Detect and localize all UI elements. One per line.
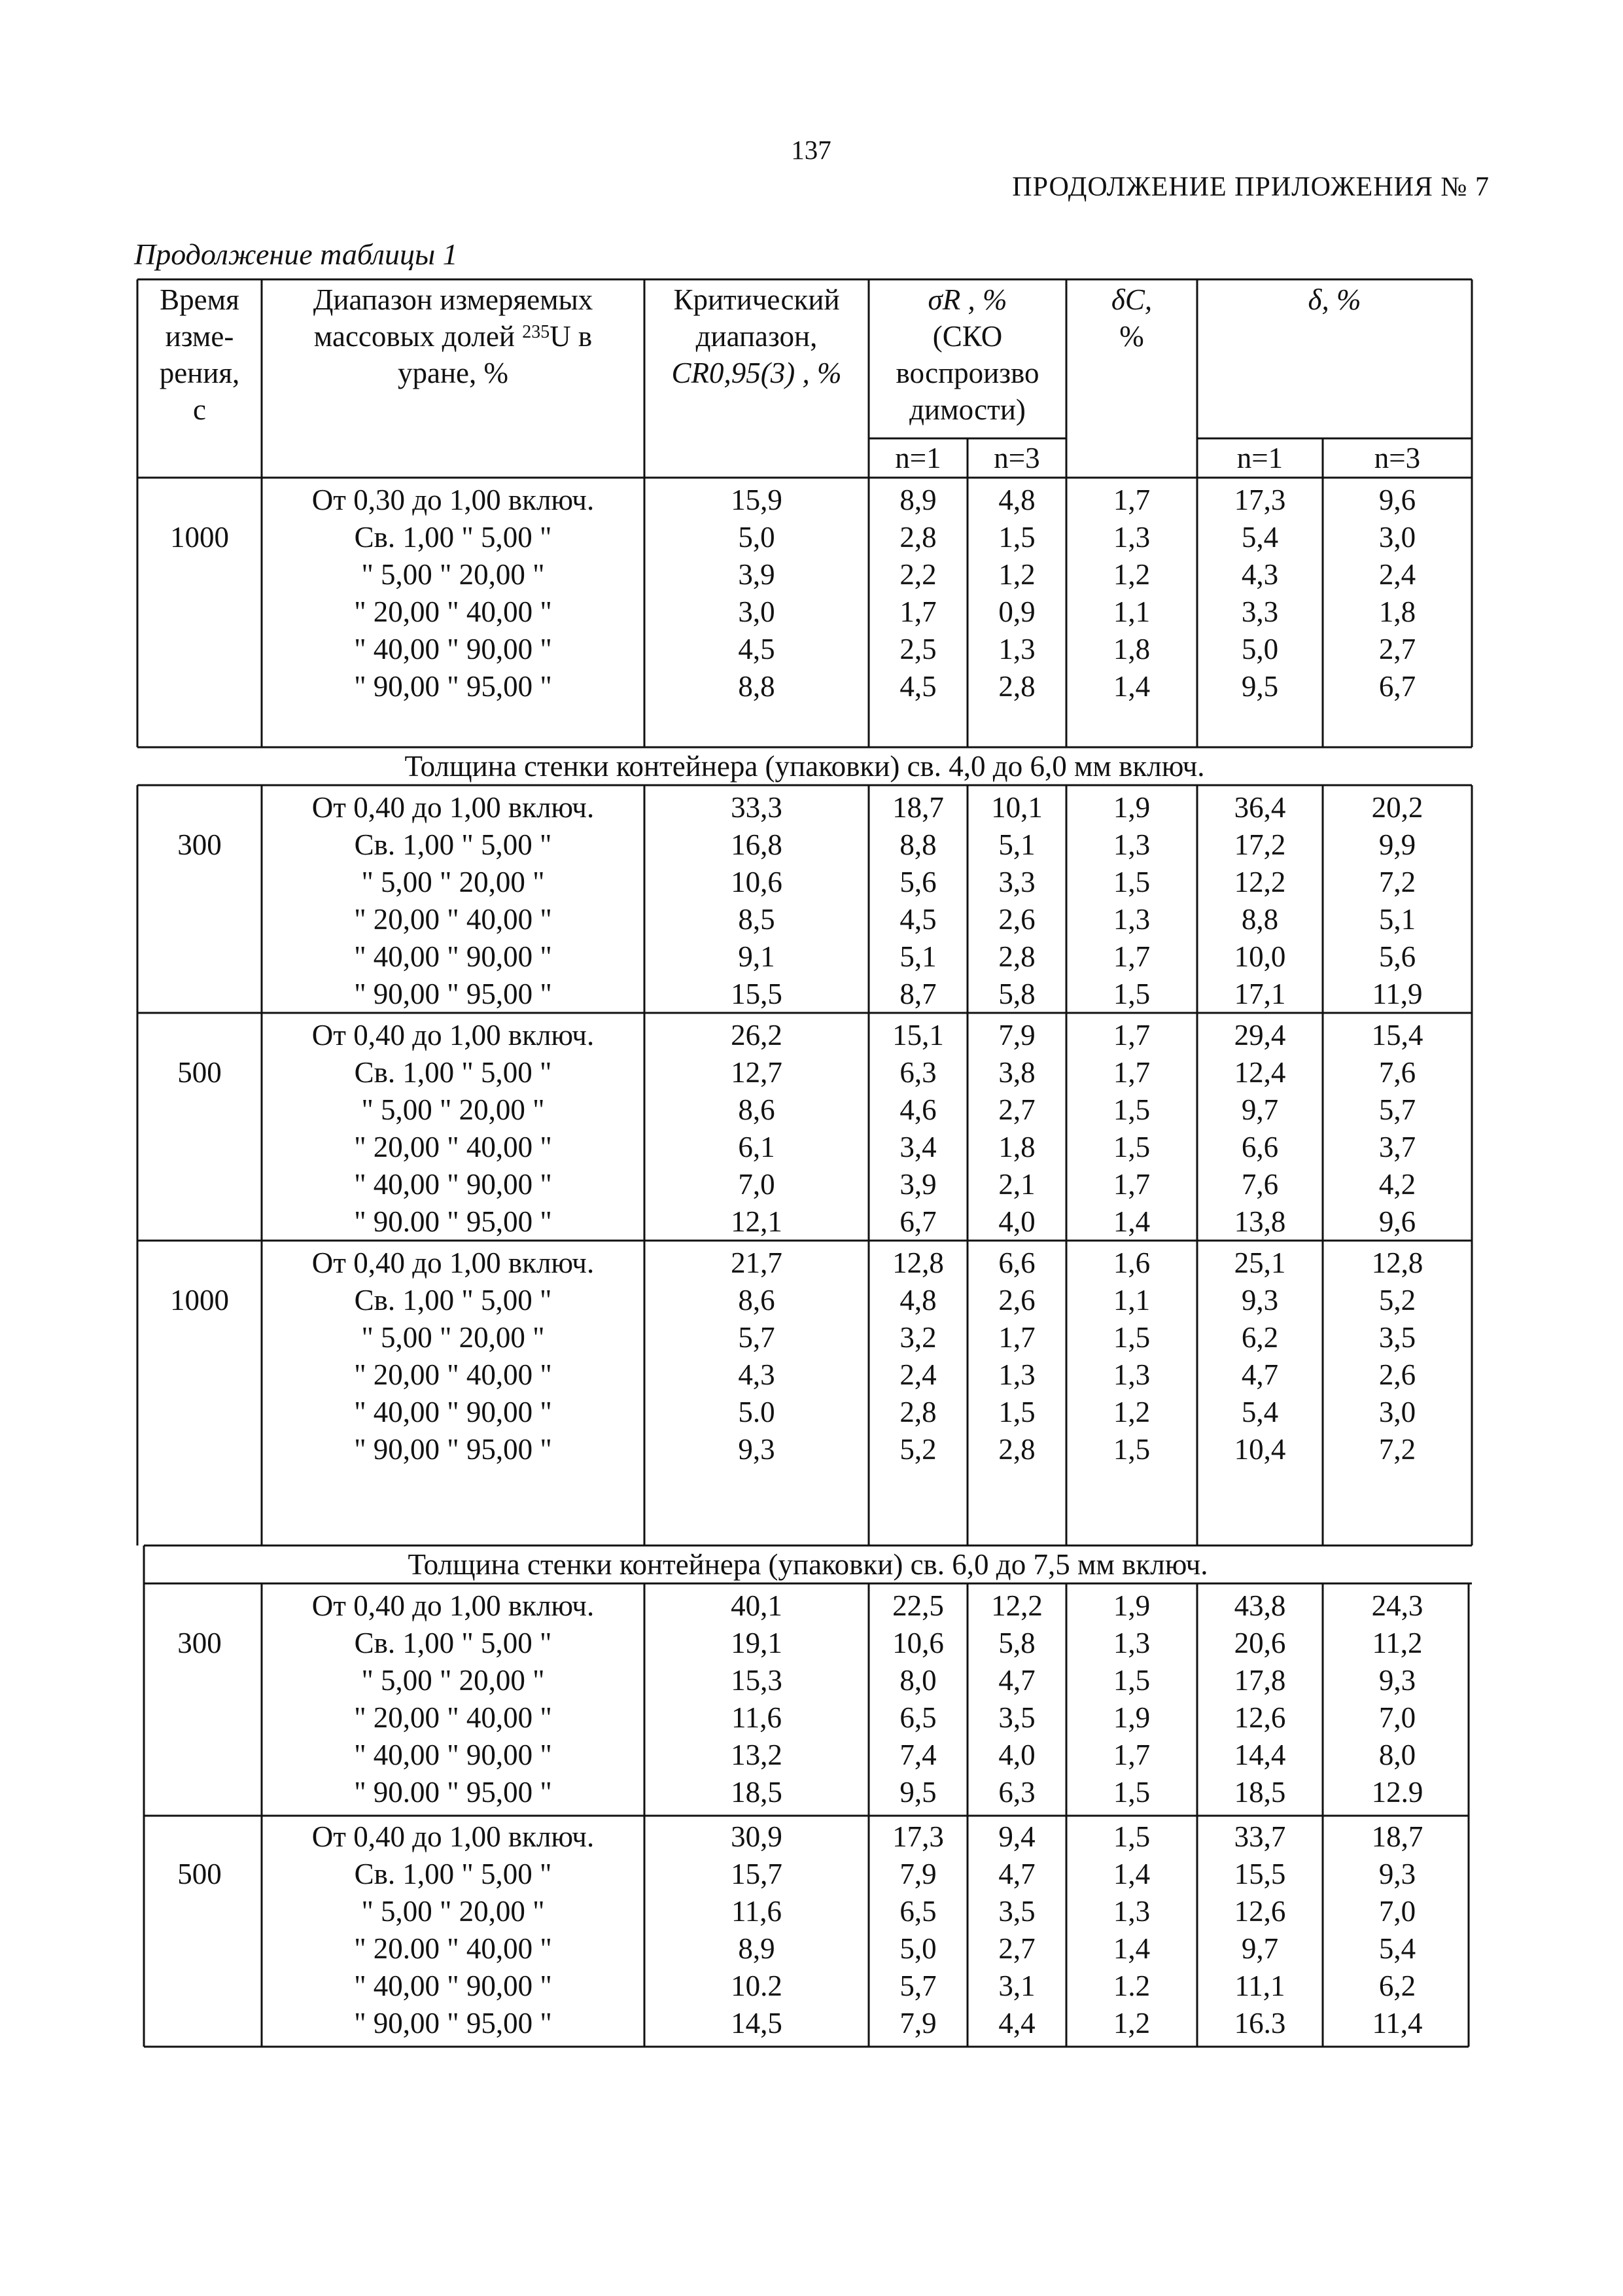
cell-critical: 5.0	[738, 1396, 775, 1428]
cell-range: От 0,40 до 1,00 включ.	[311, 1820, 595, 1853]
cell-delta-n1: 11,1	[1234, 1969, 1285, 2002]
cell-sigma-n1: 6,3	[899, 1056, 937, 1089]
cell-delta-n1: 15,5	[1234, 1858, 1286, 1890]
cell-deltac: 1,7	[1113, 940, 1151, 973]
header-critical	[644, 281, 869, 391]
cell-range: От 0,40 до 1,00 включ.	[311, 791, 595, 824]
cell-sigma-n1: 4,5	[899, 670, 937, 703]
cell-delta-n1: 13,8	[1234, 1205, 1286, 1238]
header-deltac-line1: δC,	[1111, 283, 1153, 316]
cell-delta-n3: 7,0	[1378, 1895, 1416, 1928]
cell-sigma-n3: 2,8	[998, 670, 1036, 703]
cell-sigma-n1: 2,8	[899, 521, 937, 554]
cell-delta-n1: 14,4	[1234, 1739, 1286, 1771]
cell-range: " 40,00 " 90,00 "	[354, 1969, 552, 2002]
cell-sigma-n1: 7,9	[899, 2007, 937, 2040]
cell-delta-n1: 10,0	[1234, 940, 1286, 973]
cell-sigma-n3: 2,8	[998, 940, 1036, 973]
cell-delta-n1: 17,1	[1234, 978, 1286, 1010]
cell-critical: 8,6	[738, 1284, 775, 1316]
cell-deltac: 1,5	[1113, 978, 1151, 1010]
cell-range: " 40,00 " 90,00 "	[354, 940, 552, 973]
cell-deltac: 1,9	[1113, 1589, 1151, 1622]
header-deltac-line2: %	[1119, 320, 1144, 353]
cell-deltac: 1,7	[1113, 1056, 1151, 1089]
cell-sigma-n3: 3,8	[998, 1056, 1036, 1089]
cell-delta-n1: 4,7	[1241, 1358, 1279, 1391]
cell-sigma-n3: 6,6	[998, 1246, 1036, 1279]
cell-sigma-n1: 3,4	[899, 1131, 937, 1163]
cell-sigma-n1: 15,1	[892, 1019, 944, 1051]
cell-range: " 90,00 " 95,00 "	[354, 1433, 552, 1466]
cell-critical: 13,2	[731, 1739, 782, 1771]
header-range-line3: уране, %	[397, 357, 508, 389]
cell-delta-n1: 12,6	[1234, 1895, 1286, 1928]
appendix-header: ПРОДОЛЖЕНИЕ ПРИЛОЖЕНИЯ № 7	[1012, 172, 1490, 202]
cell-deltac: 1,3	[1113, 903, 1151, 936]
cell-sigma-n1: 4,8	[899, 1284, 937, 1316]
cell-deltac: 1,3	[1113, 1358, 1151, 1391]
cell-sigma-n3: 1,5	[998, 1396, 1036, 1428]
cell-sigma-n3: 5,8	[998, 978, 1036, 1010]
cell-sigma-n3: 0,9	[998, 595, 1036, 628]
cell-critical: 14,5	[731, 2007, 782, 2040]
group-time: 300	[177, 828, 222, 861]
cell-sigma-n1: 2,8	[899, 1396, 937, 1428]
cell-delta-n1: 17,2	[1234, 828, 1286, 861]
cell-deltac: 1,5	[1113, 1131, 1151, 1163]
cell-sigma-n3: 3,5	[998, 1701, 1036, 1734]
cell-sigma-n1: 9,5	[899, 1776, 937, 1809]
cell-delta-n3: 6,7	[1378, 670, 1416, 703]
cell-critical: 15,7	[731, 1858, 782, 1890]
cell-critical: 3,0	[738, 595, 775, 628]
cell-delta-n3: 12,8	[1371, 1246, 1423, 1279]
cell-delta-n1: 36,4	[1234, 791, 1286, 824]
header-range	[262, 281, 644, 391]
cell-delta-n3: 3,7	[1378, 1131, 1416, 1163]
cell-deltac: 1,3	[1113, 1627, 1151, 1659]
cell-critical: 21,7	[731, 1246, 782, 1279]
cell-range: " 5,00 " 20,00 "	[361, 1321, 545, 1354]
cell-sigma-n1: 5,6	[899, 866, 937, 898]
cell-critical: 8,5	[738, 903, 775, 936]
cell-range: " 90,00 " 95,00 "	[354, 670, 552, 703]
cell-range: " 90,00 " 95,00 "	[354, 978, 552, 1010]
cell-delta-n1: 5,4	[1241, 1396, 1279, 1428]
cell-deltac: 1,7	[1113, 1168, 1151, 1201]
cell-delta-n3: 9,6	[1378, 1205, 1416, 1238]
cell-critical: 6,1	[738, 1131, 775, 1163]
cell-sigma-n3: 3,5	[998, 1895, 1036, 1928]
cell-delta-n1: 9,7	[1241, 1932, 1279, 1965]
cell-delta-n1: 25,1	[1234, 1246, 1286, 1279]
page-number: 137	[791, 135, 831, 165]
cell-range: Св. 1,00 " 5,00 "	[354, 1627, 552, 1659]
cell-sigma-n3: 1,3	[998, 1358, 1036, 1391]
header-deltac	[1066, 281, 1197, 355]
cell-deltac: 1.2	[1113, 1969, 1151, 2002]
cell-range: " 40,00 " 90,00 "	[354, 1739, 552, 1771]
cell-delta-n1: 43,8	[1234, 1589, 1286, 1622]
header-time	[137, 281, 262, 428]
cell-sigma-n1: 5,1	[899, 940, 937, 973]
cell-delta-n1: 17,3	[1234, 484, 1286, 516]
cell-critical: 9,3	[738, 1433, 775, 1466]
cell-range: " 90.00 " 95,00 "	[354, 1205, 552, 1238]
group-time: 1000	[170, 1284, 229, 1316]
cell-delta-n1: 20,6	[1234, 1627, 1286, 1659]
cell-sigma-n3: 2,7	[998, 1093, 1036, 1126]
cell-sigma-n3: 2,8	[998, 1433, 1036, 1466]
cell-delta-n3: 5,2	[1378, 1284, 1416, 1316]
cell-critical: 5,0	[738, 521, 775, 554]
cell-sigma-n1: 8,7	[899, 978, 937, 1010]
header-time-line3: рения,	[159, 357, 240, 389]
cell-delta-n3: 20,2	[1371, 791, 1423, 824]
header-delta: δ, %	[1308, 283, 1361, 316]
cell-critical: 7,0	[738, 1168, 775, 1201]
cell-deltac: 1,2	[1113, 1396, 1151, 1428]
cell-sigma-n1: 18,7	[892, 791, 944, 824]
cell-delta-n3: 11,4	[1372, 2007, 1423, 2040]
section-title-1: Толщина стенки контейнера (упаковки) св. 4,0 до 6,0 мм включ.	[404, 750, 1205, 783]
cell-delta-n1: 9,3	[1241, 1284, 1279, 1316]
cell-sigma-n3: 5,1	[998, 828, 1036, 861]
cell-sigma-n1: 5,0	[899, 1932, 937, 1965]
cell-sigma-n1: 5,2	[899, 1433, 937, 1466]
cell-range: " 20,00 " 40,00 "	[354, 903, 552, 936]
cell-critical: 4,5	[738, 633, 775, 665]
cell-range: " 20,00 " 40,00 "	[354, 595, 552, 628]
group-time: 1000	[170, 521, 229, 554]
cell-delta-n1: 3,3	[1241, 595, 1279, 628]
cell-delta-n3: 11,2	[1372, 1627, 1423, 1659]
header-time-line2: изме-	[165, 320, 234, 353]
cell-critical: 26,2	[731, 1019, 782, 1051]
header-sigma-n3: n=3	[994, 442, 1040, 474]
cell-delta-n3: 15,4	[1371, 1019, 1423, 1051]
cell-critical: 18,5	[731, 1776, 782, 1809]
cell-range: " 40,00 " 90,00 "	[354, 1168, 552, 1201]
cell-critical: 10,6	[731, 866, 782, 898]
cell-critical: 8,9	[738, 1932, 775, 1965]
cell-delta-n1: 18,5	[1234, 1776, 1286, 1809]
cell-deltac: 1,5	[1113, 1664, 1151, 1697]
cell-range: От 0,30 до 1,00 включ.	[311, 484, 595, 516]
cell-sigma-n1: 6,5	[899, 1895, 937, 1928]
cell-delta-n1: 5,4	[1241, 521, 1279, 554]
header-critical-line1: Критический	[673, 283, 840, 316]
cell-deltac: 1,7	[1113, 484, 1151, 516]
cell-sigma-n1: 6,7	[899, 1205, 937, 1238]
cell-sigma-n3: 2,7	[998, 1932, 1036, 1965]
cell-sigma-n3: 12,2	[991, 1589, 1043, 1622]
cell-range: " 40,00 " 90,00 "	[354, 633, 552, 665]
cell-critical: 15,3	[731, 1664, 782, 1697]
cell-delta-n3: 7,6	[1378, 1056, 1416, 1089]
cell-range: " 20,00 " 40,00 "	[354, 1701, 552, 1734]
cell-sigma-n1: 3,9	[899, 1168, 937, 1201]
cell-deltac: 1,7	[1113, 1739, 1151, 1771]
cell-range: " 5,00 " 20,00 "	[361, 1093, 545, 1126]
cell-delta-n1: 5,0	[1241, 633, 1279, 665]
cell-deltac: 1,7	[1113, 1019, 1151, 1051]
cell-critical: 5,7	[738, 1321, 775, 1354]
cell-delta-n3: 9,6	[1378, 484, 1416, 516]
cell-delta-n1: 6,6	[1241, 1131, 1279, 1163]
cell-range: " 5,00 " 20,00 "	[361, 1895, 545, 1928]
cell-delta-n3: 18,7	[1371, 1820, 1423, 1853]
cell-range: " 5,00 " 20,00 "	[361, 1664, 545, 1697]
cell-delta-n3: 7,2	[1378, 866, 1416, 898]
cell-deltac: 1,4	[1113, 1858, 1151, 1890]
cell-deltac: 1,5	[1113, 1433, 1151, 1466]
cell-range: Св. 1,00 " 5,00 "	[354, 828, 552, 861]
cell-critical: 8,8	[738, 670, 775, 703]
cell-range: " 20,00 " 40,00 "	[354, 1131, 552, 1163]
cell-deltac: 1,9	[1113, 1701, 1151, 1734]
cell-delta-n3: 1,8	[1378, 595, 1416, 628]
cell-delta-n1: 12,4	[1234, 1056, 1286, 1089]
cell-sigma-n1: 4,6	[899, 1093, 937, 1126]
cell-sigma-n3: 2,6	[998, 1284, 1036, 1316]
header-critical-line2: диапазон,	[695, 320, 818, 353]
cell-sigma-n3: 1,3	[998, 633, 1036, 665]
cell-delta-n3: 11,9	[1372, 978, 1423, 1010]
cell-delta-n3: 9,9	[1378, 828, 1416, 861]
cell-deltac: 1,6	[1113, 1246, 1151, 1279]
cell-deltac: 1,3	[1113, 1895, 1151, 1928]
cell-range: " 20,00 " 40,00 "	[354, 1358, 552, 1391]
header-sigma-line2: (СКО	[932, 320, 1003, 353]
cell-deltac: 1,5	[1113, 866, 1151, 898]
cell-deltac: 1,5	[1113, 1321, 1151, 1354]
cell-sigma-n1: 1,7	[899, 595, 937, 628]
cell-sigma-n1: 5,7	[899, 1969, 937, 2002]
cell-deltac: 1,9	[1113, 791, 1151, 824]
cell-delta-n1: 9,5	[1241, 670, 1279, 703]
cell-critical: 16,8	[731, 828, 782, 861]
cell-sigma-n3: 2,1	[998, 1168, 1036, 1201]
cell-deltac: 1,5	[1113, 1093, 1151, 1126]
cell-range: От 0,40 до 1,00 включ.	[311, 1019, 595, 1051]
cell-range: " 5,00 " 20,00 "	[361, 866, 545, 898]
cell-range: Св. 1,00 " 5,00 "	[354, 1056, 552, 1089]
cell-range: От 0,40 до 1,00 включ.	[311, 1246, 595, 1279]
cell-range: " 40,00 " 90,00 "	[354, 1396, 552, 1428]
cell-critical: 10.2	[731, 1969, 782, 2002]
cell-sigma-n3: 2,6	[998, 903, 1036, 936]
cell-sigma-n3: 4,0	[998, 1739, 1036, 1771]
cell-sigma-n1: 8,0	[899, 1664, 937, 1697]
cell-delta-n1: 17,8	[1234, 1664, 1286, 1697]
cell-delta-n3: 9,3	[1378, 1664, 1416, 1697]
cell-sigma-n3: 1,2	[998, 558, 1036, 591]
cell-sigma-n3: 4,7	[998, 1664, 1036, 1697]
cell-sigma-n3: 4,7	[998, 1858, 1036, 1890]
table-caption: Продолжение таблицы 1	[134, 238, 458, 271]
header-delta-n3: n=3	[1374, 442, 1421, 474]
cell-critical: 3,9	[738, 558, 775, 591]
cell-critical: 11,6	[731, 1895, 782, 1928]
cell-delta-n3: 5,7	[1378, 1093, 1416, 1126]
cell-delta-n1: 7,6	[1241, 1168, 1279, 1201]
cell-delta-n3: 24,3	[1371, 1589, 1423, 1622]
cell-delta-n3: 2,7	[1378, 633, 1416, 665]
cell-critical: 15,9	[731, 484, 782, 516]
header-sigma	[869, 281, 1066, 428]
cell-range: Св. 1,00 " 5,00 "	[354, 1858, 552, 1890]
cell-critical: 12,7	[731, 1056, 782, 1089]
cell-critical: 15,5	[731, 978, 782, 1010]
cell-deltac: 1,4	[1113, 670, 1151, 703]
cell-range: " 90.00 " 95,00 "	[354, 1776, 552, 1809]
cell-critical: 4,3	[738, 1358, 775, 1391]
cell-sigma-n3: 1,5	[998, 521, 1036, 554]
cell-critical: 9,1	[738, 940, 775, 973]
cell-delta-n1: 4,3	[1241, 558, 1279, 591]
cell-deltac: 1,4	[1113, 1205, 1151, 1238]
cell-range: Св. 1,00 " 5,00 "	[354, 521, 552, 554]
cell-sigma-n3: 7,9	[998, 1019, 1036, 1051]
cell-deltac: 1,2	[1113, 558, 1151, 591]
cell-sigma-n3: 1,7	[998, 1321, 1036, 1354]
cell-sigma-n1: 22,5	[892, 1589, 944, 1622]
cell-sigma-n3: 4,8	[998, 484, 1036, 516]
cell-deltac: 1,3	[1113, 828, 1151, 861]
cell-sigma-n1: 12,8	[892, 1246, 944, 1279]
header-time-line1: Время	[160, 283, 239, 316]
cell-delta-n3: 3,5	[1378, 1321, 1416, 1354]
cell-range: " 5,00 " 20,00 "	[361, 558, 545, 591]
header-sigma-n1: n=1	[895, 442, 941, 474]
group-time: 500	[177, 1858, 222, 1890]
cell-deltac: 1,8	[1113, 633, 1151, 665]
header-sigma-line3: воспроизво	[896, 357, 1039, 389]
cell-sigma-n3: 3,3	[998, 866, 1036, 898]
cell-sigma-n3: 10,1	[991, 791, 1043, 824]
cell-delta-n3: 2,6	[1378, 1358, 1416, 1391]
cell-sigma-n3: 4,4	[998, 2007, 1036, 2040]
cell-range: " 20.00 " 40,00 "	[354, 1932, 552, 1965]
group-time: 300	[177, 1627, 222, 1659]
cell-deltac: 1,1	[1113, 1284, 1151, 1316]
cell-deltac: 1,4	[1113, 1932, 1151, 1965]
cell-sigma-n1: 2,5	[899, 633, 937, 665]
cell-sigma-n3: 3,1	[998, 1969, 1036, 2002]
cell-critical: 19,1	[731, 1627, 782, 1659]
cell-delta-n1: 8,8	[1241, 903, 1279, 936]
cell-delta-n3: 5,6	[1378, 940, 1416, 973]
cell-sigma-n1: 8,9	[899, 484, 937, 516]
header-range-line2a: массовых долей	[313, 320, 523, 353]
section-title-2: Толщина стенки контейнера (упаковки) св. 6,0 до 7,5 мм включ.	[408, 1548, 1208, 1581]
cell-sigma-n1: 2,2	[899, 558, 937, 591]
cell-critical: 33,3	[731, 791, 782, 824]
cell-critical: 30,9	[731, 1820, 782, 1853]
cell-delta-n3: 2,4	[1378, 558, 1416, 591]
cell-deltac: 1,2	[1113, 2007, 1151, 2040]
header-sigma-line4: димости)	[909, 393, 1026, 426]
cell-sigma-n1: 7,9	[899, 1858, 937, 1890]
cell-sigma-n1: 7,4	[899, 1739, 937, 1771]
cell-delta-n3: 7,0	[1378, 1701, 1416, 1734]
cell-sigma-n1: 4,5	[899, 903, 937, 936]
cell-delta-n1: 12,2	[1234, 866, 1286, 898]
cell-delta-n3: 3,0	[1378, 1396, 1416, 1428]
cell-sigma-n1: 17,3	[892, 1820, 944, 1853]
cell-sigma-n3: 6,3	[998, 1776, 1036, 1809]
header-time-line4: с	[193, 393, 206, 426]
cell-delta-n3: 7,2	[1378, 1433, 1416, 1466]
cell-delta-n1: 29,4	[1234, 1019, 1286, 1051]
cell-deltac: 1,3	[1113, 521, 1151, 554]
header-range-isotope: 235	[522, 322, 550, 342]
cell-delta-n3: 3,0	[1378, 521, 1416, 554]
cell-delta-n1: 16.3	[1234, 2007, 1286, 2040]
header-critical-line3: CR0,95(3) , %	[671, 357, 842, 389]
cell-deltac: 1,5	[1113, 1820, 1151, 1853]
cell-delta-n1: 33,7	[1234, 1820, 1286, 1853]
cell-sigma-n3: 9,4	[998, 1820, 1036, 1853]
cell-deltac: 1,1	[1113, 595, 1151, 628]
cell-delta-n1: 10,4	[1234, 1433, 1286, 1466]
cell-critical: 11,6	[731, 1701, 782, 1734]
cell-delta-n3: 9,3	[1378, 1858, 1416, 1890]
cell-delta-n3: 8,0	[1378, 1739, 1416, 1771]
header-sigma-line1: σR , %	[928, 283, 1007, 316]
group-time: 500	[177, 1056, 222, 1089]
cell-delta-n1: 12,6	[1234, 1701, 1286, 1734]
cell-range: Св. 1,00 " 5,00 "	[354, 1284, 552, 1316]
cell-delta-n3: 5,1	[1378, 903, 1416, 936]
cell-sigma-n1: 8,8	[899, 828, 937, 861]
cell-critical: 40,1	[731, 1589, 782, 1622]
cell-delta-n3: 6,2	[1378, 1969, 1416, 2002]
header-range-line1: Диапазон измеряемых	[313, 283, 593, 316]
cell-delta-n1: 6,2	[1241, 1321, 1279, 1354]
header-range-line2	[262, 318, 644, 355]
cell-delta-n3: 5,4	[1378, 1932, 1416, 1965]
cell-critical: 8,6	[738, 1093, 775, 1126]
header-delta-n1: n=1	[1236, 442, 1283, 474]
cell-sigma-n1: 6,5	[899, 1701, 937, 1734]
cell-critical: 12,1	[731, 1205, 782, 1238]
cell-sigma-n3: 4,0	[998, 1205, 1036, 1238]
cell-range: " 90,00 " 95,00 "	[354, 2007, 552, 2040]
cell-sigma-n3: 1,8	[998, 1131, 1036, 1163]
cell-deltac: 1,5	[1113, 1776, 1151, 1809]
cell-sigma-n1: 2,4	[899, 1358, 937, 1391]
cell-delta-n3: 4,2	[1378, 1168, 1416, 1201]
cell-sigma-n1: 10,6	[892, 1627, 944, 1659]
cell-delta-n3: 12.9	[1371, 1776, 1423, 1809]
cell-sigma-n3: 5,8	[998, 1627, 1036, 1659]
cell-range: От 0,40 до 1,00 включ.	[311, 1589, 595, 1622]
cell-delta-n1: 9,7	[1241, 1093, 1279, 1126]
header-range-line2b: U в	[550, 320, 593, 353]
cell-sigma-n1: 3,2	[899, 1321, 937, 1354]
